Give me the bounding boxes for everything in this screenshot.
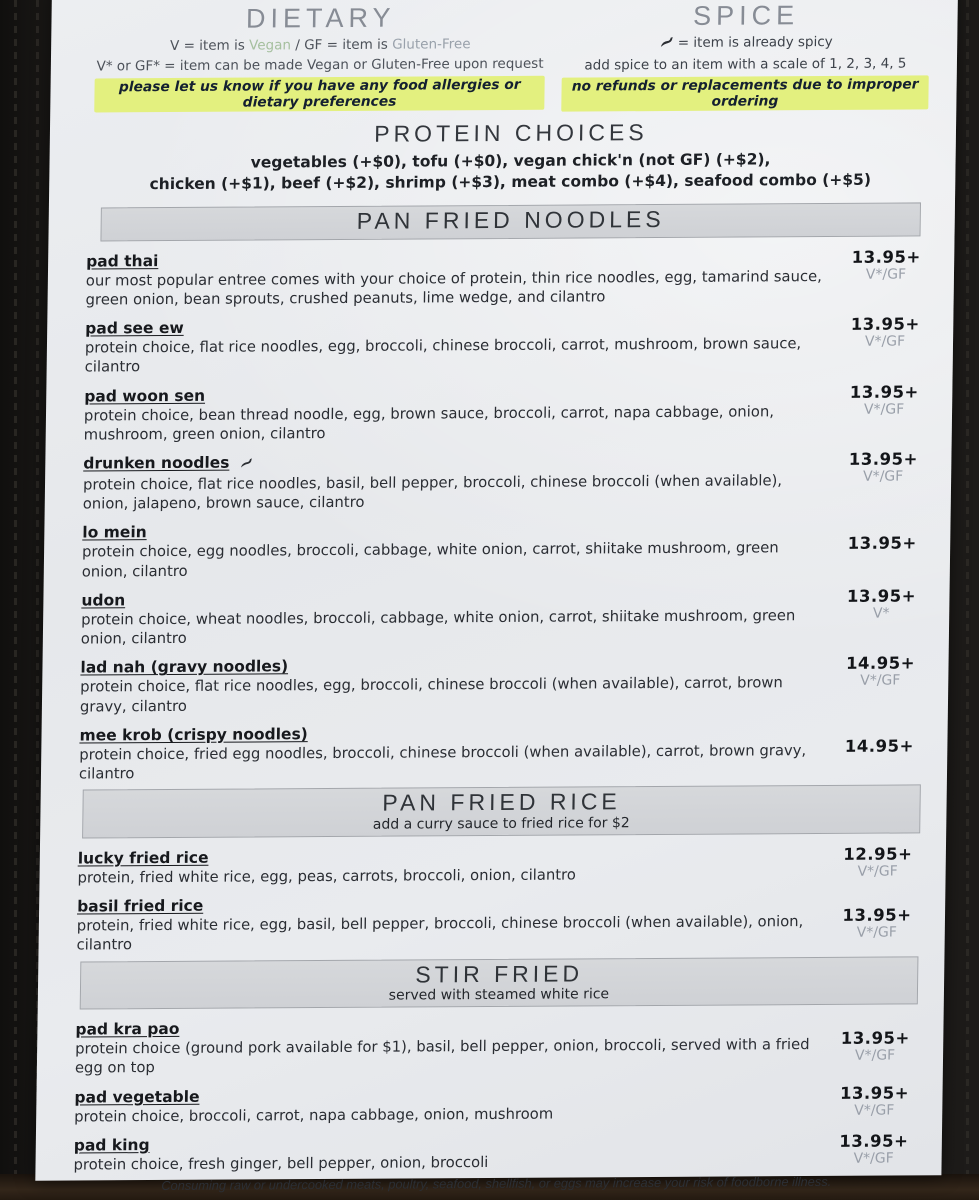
section-title: PAN FRIED NOODLES [356,205,665,234]
item-diet-tag: V*/GF [853,1150,894,1167]
item-price: 13.95+ [848,449,919,469]
item-diet-tag: V*/GF [854,1047,896,1064]
menu-item-pad-thai [85,246,932,310]
item-price: 12.95+ [843,844,913,864]
chili-pepper-icon [239,454,253,473]
item-description: protein, fried white rice, egg, basil, bell pepper, broccoli, chinese broccoli (when available), onion, cilantro [76,913,804,954]
item-main [83,449,838,514]
item-description: protein choice, fried egg noodles, broccoli, chinese broccoli (when available), carrot, brown gravy, cilantro [78,741,807,783]
item-price: 13.95+ [850,314,920,334]
menu-item-drunken-noodles [83,448,930,514]
item-diet-tag: V*/GF [856,924,897,941]
item-main [80,653,835,716]
item-name: pad woon sen [84,386,206,406]
menu-item-pad-woon-sen [84,381,931,445]
item-name: pad thai [86,251,159,271]
item-price: 13.95+ [839,1131,909,1151]
item-price-col [834,653,927,690]
item-price-col [833,720,925,756]
dietary-legend [94,0,546,115]
item-description: protein choice, broccoli, carrot, napa cabbage, onion, mushroom [74,1105,554,1126]
spice-highlight-note: no refunds or replacements due to improper ordering [561,76,928,112]
dietary-line-1 [95,35,546,57]
section-items-pan-fried-noodles [77,246,935,784]
item-diet-tag: V*/GF [860,672,901,690]
dietary-line-2: V* or GF* = item can be made Vegan or Gluten-Free upon request [96,55,544,75]
item-description: protein choice, flat rice noodles, basil, bell pepper, broccoli, chinese broccoli (when available), onion, jalapeno, brown sauce, cilantro [82,472,783,513]
menu-item-mee-krob [79,720,926,784]
leather-stitching-left-outer [14,0,17,1200]
spice-line-1 [562,32,929,56]
item-price: 13.95+ [839,1083,910,1103]
protein-choices-line-2: chicken (+$1), beef (+$2), shrimp (+$3), meat combo (+$4), seafood combo (+$5) [149,170,872,194]
item-price-col [840,246,933,283]
section-items-stir-fried [71,1015,923,1175]
dietary-highlight-note: please let us know if you have any food allergies or dietary preferences [94,76,545,113]
item-main [85,314,840,377]
item-diet-tag: V*/GF [857,863,898,880]
item-price-col [831,891,924,941]
item-name: basil fried rice [77,896,204,916]
item-main [79,721,834,784]
menu-item-pad-king [73,1130,920,1174]
foodborne-illness-disclaimer: Consuming raw or undercooked meats, poultry, seafood, shellfish, or eggs may increase your risk of foodborne illness. [161,1174,832,1194]
item-name: udon [81,591,126,610]
item-description: protein choice, egg noodles, broccoli, cabbage, white onion, carrot, shiitake mushroom, green onion, cilantro [81,539,779,581]
item-description: protein choice, bean thread noodle, egg, brown sauce, broccoli, carrot, napa cabbage, onion, mushroom, green onion, cilantro [83,402,775,444]
item-main [81,586,836,649]
item-main [73,1131,828,1175]
item-price: 13.95+ [842,905,912,925]
section-subtitle: add a curry sauce to fried rice for $2 [372,815,630,833]
item-name: lad nah (gravy noodles) [80,657,289,677]
item-diet-tag: V* [872,605,890,622]
dietary-line1-mid: / GF = item is [290,36,393,54]
item-price: 13.95+ [847,533,917,554]
item-description: our most popular entree comes with your choice of protein, thin rice noodles, egg, tamarind sauce, green onion, bean sprouts, crushed peanuts, lime wedge, and cilantro [85,267,823,309]
menu-item-basil-fried-rice [76,891,923,955]
item-main [75,1015,830,1078]
item-description: protein choice, flat rice noodles, egg, broccoli, chinese broccoli, carrot, mushroom, brown sauce, cilantro [84,335,802,376]
protein-choices-title: PROTEIN CHOICES [374,119,648,147]
item-price-col [839,313,932,350]
menu-item-pad-kra-pao [75,1015,922,1079]
menu-item-lo-mein [82,518,929,582]
menu-item-lad-nah [80,653,927,717]
item-name: pad kra pao [75,1020,180,1039]
section-header-stir-fried [80,956,919,1010]
section-title: STIR FRIED [415,960,584,988]
item-description: protein choice (ground pork available for $1), basil, bell pepper, onion, broccoli, served with a fried egg on top [74,1036,810,1077]
spice-title: SPICE [692,0,800,31]
item-name: drunken noodles [83,453,230,473]
item-main [85,246,840,309]
item-main [82,518,837,581]
item-main [77,844,832,888]
section-header-pan-fried-rice [82,785,921,839]
item-diet-tag: V*/GF [854,1102,895,1119]
item-name: lucky fried rice [77,848,209,868]
chili-pepper-icon [659,36,674,56]
item-name: pad king [73,1135,150,1155]
section-header-pan-fried-noodles [100,202,921,241]
section-subtitle: served with steamed white rice [388,986,610,1004]
item-description: protein, fried white rice, egg, peas, carrots, broccoli, onion, cilantro [77,866,577,887]
menu-item-udon [81,585,928,649]
leather-stitching-right [966,0,969,1200]
item-price: 14.95+ [845,653,916,674]
item-diet-tag: V*/GF [862,468,904,485]
item-price: 13.95+ [849,381,919,402]
section-items-pan-fried-rice [74,843,926,955]
item-name: pad see ew [85,318,184,338]
protein-choices [85,117,936,195]
legend-row [86,0,938,115]
item-description: protein choice, wheat noodles, broccoli, cabbage, white onion, carrot, shiitake mushroom, green onion, cilantro [80,607,796,648]
item-main [74,1083,829,1127]
dietary-title: DIETARY [245,2,396,34]
item-main [76,892,831,955]
item-name: mee krob (crispy noodles) [79,724,308,745]
item-description: protein choice, fresh ginger, bell pepper, onion, broccoli [73,1153,489,1174]
item-diet-tag: V*/GF [863,401,905,418]
item-price-col [832,843,925,880]
item-diet-tag: V*/GF [864,333,906,350]
gluten-free-word: Gluten-Free [392,36,471,53]
protein-choices-line-1: vegetables (+$0), tofu (+$0), vegan chick'n (not GF) (+$2), [250,150,771,172]
item-price: 14.95+ [844,736,915,756]
menu-item-lucky-fried-rice [77,843,924,887]
item-price-col [828,1082,921,1119]
menu-page [35,0,958,1194]
menu-item-pad-see-ew [85,313,932,377]
item-price: 13.95+ [846,586,917,606]
spice-legend [561,0,930,112]
item-price-col [838,381,931,418]
item-price-col [836,518,928,554]
spice-line1-text: = item is already spicy [677,33,833,51]
dietary-line1-pre: V = item is [169,37,250,55]
item-diet-tag: V*/GF [865,266,907,283]
item-description: protein choice, flat rice noodles, egg, broccoli, chinese broccoli (when available), carrot, brown gravy, cilantro [79,674,783,716]
spice-line-2: add spice to an item with a scale of 1, 2, 3, 4, 5 [584,55,907,74]
section-title: PAN FRIED RICE [382,788,621,816]
item-main [84,381,839,444]
item-price-col [837,448,930,485]
item-name: lo mein [82,523,147,542]
menu-item-pad-vegetable [74,1082,921,1126]
vegan-word: Vegan [248,37,292,54]
item-price: 13.95+ [840,1028,910,1049]
item-price-col [829,1015,922,1065]
item-name: pad vegetable [74,1087,200,1107]
item-price-col [828,1130,921,1167]
item-price-col [835,585,928,622]
item-price: 13.95+ [851,246,921,267]
